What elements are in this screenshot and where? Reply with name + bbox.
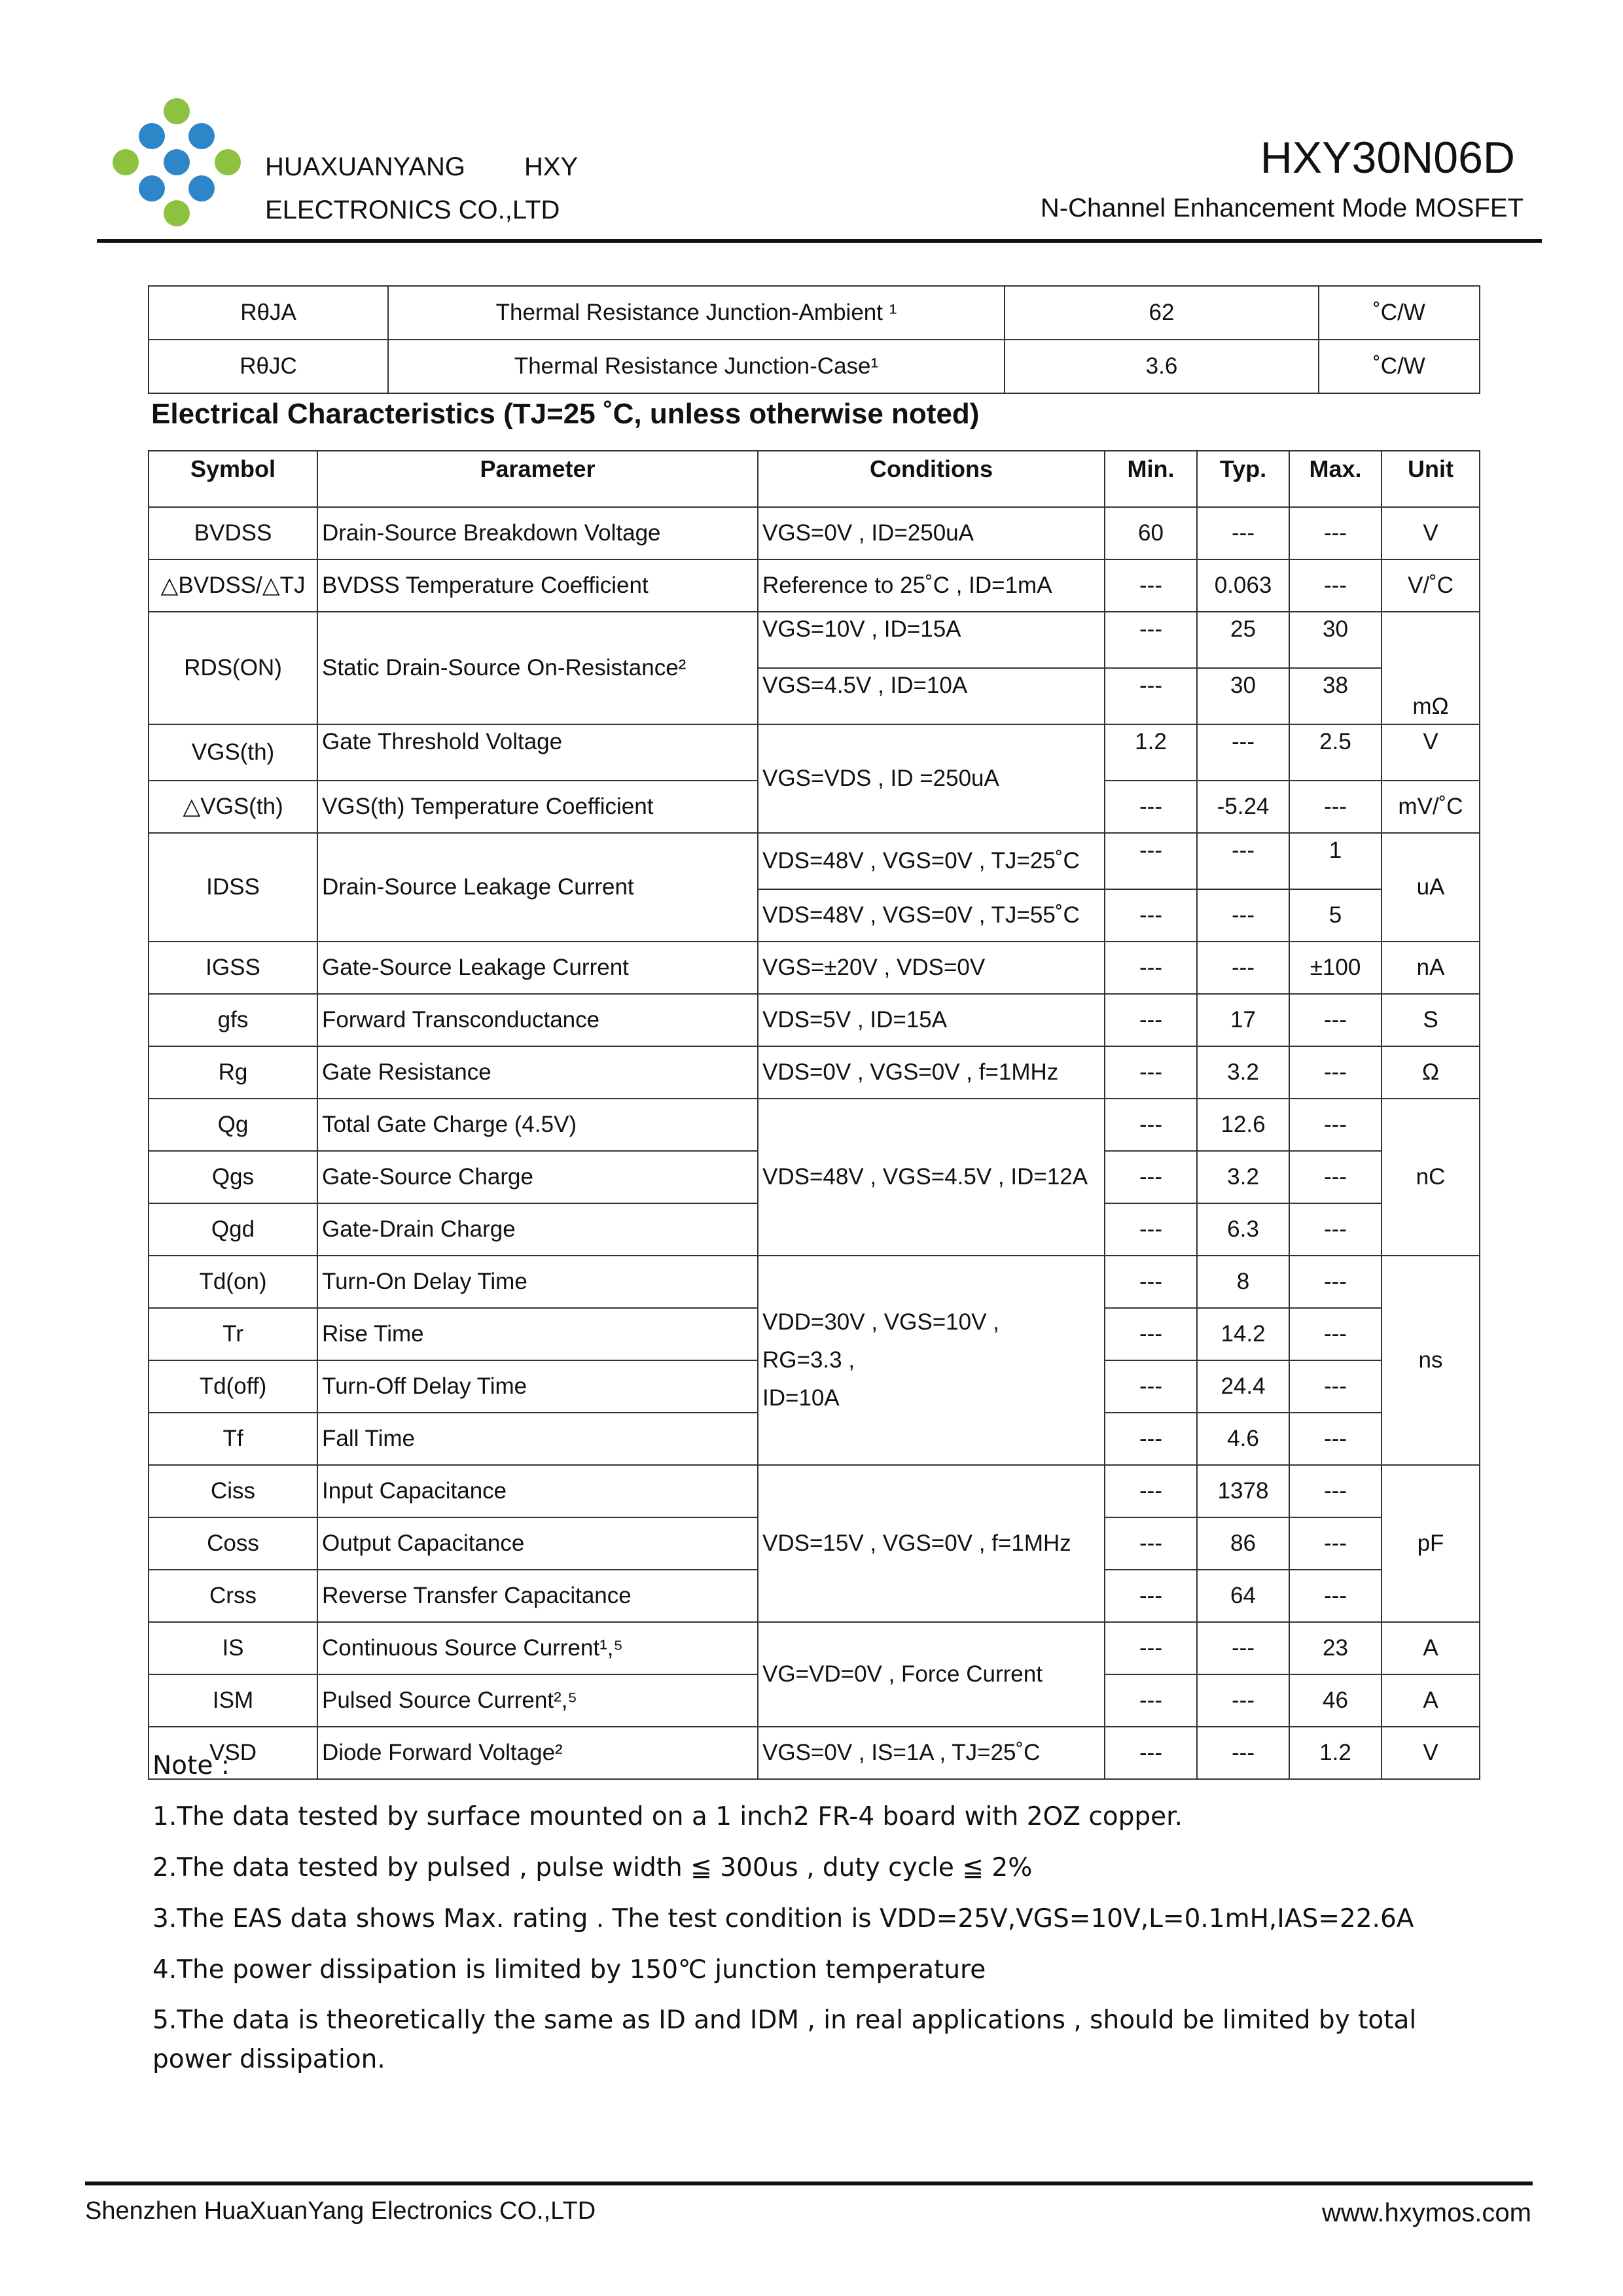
symbol-cell: IS bbox=[149, 1622, 317, 1674]
typ-cell: 3.2 bbox=[1197, 1046, 1289, 1099]
min-cell: --- bbox=[1105, 1413, 1197, 1465]
min-cell: 60 bbox=[1105, 507, 1197, 559]
col-max: Max. bbox=[1289, 451, 1382, 507]
table-row bbox=[149, 559, 1480, 612]
thermal-symbol: RθJC bbox=[149, 340, 388, 393]
max-cell: 30 bbox=[1289, 612, 1382, 668]
typ-cell: --- bbox=[1197, 1727, 1289, 1779]
company-name bbox=[265, 145, 578, 232]
footer-website: www.hxymos.com bbox=[1321, 2199, 1531, 2227]
logo-dot bbox=[164, 149, 190, 175]
max-cell: --- bbox=[1289, 994, 1382, 1046]
conditions-cell: VGS=4.5V , ID=10A bbox=[758, 668, 1105, 724]
thermal-symbol: RθJA bbox=[149, 286, 388, 340]
typ-cell: --- bbox=[1197, 724, 1289, 781]
table-row bbox=[149, 507, 1480, 559]
unit-cell: mV/˚C bbox=[1382, 781, 1480, 833]
logo-dot bbox=[139, 175, 165, 202]
symbol-cell: △BVDSS/△TJ bbox=[149, 559, 317, 612]
conditions-cell: VGS=0V , ID=250uA bbox=[758, 507, 1105, 559]
conditions-cell: VGS=10V , ID=15A bbox=[758, 612, 1105, 668]
note-item: 5.The data is theoretically the same as ID and IDM , in real applications , should be limited by total power dissipation. bbox=[152, 2005, 1417, 2074]
typ-cell: 1378 bbox=[1197, 1465, 1289, 1517]
max-cell: --- bbox=[1289, 1570, 1382, 1622]
unit-cell: V/˚C bbox=[1382, 559, 1480, 612]
unit-cell: V bbox=[1382, 507, 1480, 559]
parameter-cell: Gate-Source Charge bbox=[317, 1151, 758, 1203]
logo-dot bbox=[164, 98, 190, 124]
symbol-cell: Tr bbox=[149, 1308, 317, 1360]
thermal-parameter: Thermal Resistance Junction-Ambient ¹ bbox=[388, 286, 1005, 340]
parameter-cell: BVDSS Temperature Coefficient bbox=[317, 559, 758, 612]
max-cell: --- bbox=[1289, 1256, 1382, 1308]
symbol-cell: Rg bbox=[149, 1046, 317, 1099]
min-cell: --- bbox=[1105, 1256, 1197, 1308]
note-item: 4.The power dissipation is limited by 150℃ junction temperature bbox=[152, 1955, 986, 1985]
conditions-line: RG=3.3 , bbox=[762, 1347, 855, 1373]
max-cell: --- bbox=[1289, 1465, 1382, 1517]
symbol-cell: Tf bbox=[149, 1413, 317, 1465]
conditions-cell bbox=[758, 1256, 1105, 1465]
company-line2: ELECTRONICS CO.,LTD bbox=[265, 196, 560, 224]
col-typ: Typ. bbox=[1197, 451, 1289, 507]
typ-cell: 64 bbox=[1197, 1570, 1289, 1622]
col-parameter: Parameter bbox=[317, 451, 758, 507]
min-cell: --- bbox=[1105, 942, 1197, 994]
symbol-cell: RDS(ON) bbox=[149, 612, 317, 724]
thermal-unit: ˚C/W bbox=[1319, 286, 1480, 340]
typ-cell: -5.24 bbox=[1197, 781, 1289, 833]
electrical-characteristics-table bbox=[148, 450, 1480, 1780]
unit-cell: V bbox=[1382, 724, 1480, 781]
conditions-cell: VDS=48V , VGS=0V , TJ=25˚C bbox=[758, 833, 1105, 889]
thermal-parameter: Thermal Resistance Junction-Case¹ bbox=[388, 340, 1005, 393]
max-cell: 1 bbox=[1289, 833, 1382, 889]
typ-cell: 14.2 bbox=[1197, 1308, 1289, 1360]
typ-cell: 12.6 bbox=[1197, 1099, 1289, 1151]
typ-cell: 25 bbox=[1197, 612, 1289, 668]
min-cell: --- bbox=[1105, 1203, 1197, 1256]
max-cell: --- bbox=[1289, 507, 1382, 559]
min-cell: --- bbox=[1105, 833, 1197, 889]
logo-dot bbox=[188, 175, 215, 202]
conditions-cell: VDS=5V , ID=15A bbox=[758, 994, 1105, 1046]
conditions-cell: VDS=15V , VGS=0V , f=1MHz bbox=[758, 1465, 1105, 1622]
parameter-cell: VGS(th) Temperature Coefficient bbox=[317, 781, 758, 833]
unit-cell: ns bbox=[1382, 1256, 1480, 1465]
symbol-cell: Qgs bbox=[149, 1151, 317, 1203]
unit-cell: nA bbox=[1382, 942, 1480, 994]
col-unit: Unit bbox=[1382, 451, 1480, 507]
logo-dot bbox=[188, 123, 215, 149]
min-cell: --- bbox=[1105, 612, 1197, 668]
unit-cell: mΩ bbox=[1382, 612, 1480, 724]
parameter-cell: Fall Time bbox=[317, 1413, 758, 1465]
symbol-cell: BVDSS bbox=[149, 507, 317, 559]
min-cell: --- bbox=[1105, 1727, 1197, 1779]
max-cell: ±100 bbox=[1289, 942, 1382, 994]
symbol-cell: Coss bbox=[149, 1517, 317, 1570]
note-item: 1.The data tested by surface mounted on a 1 inch2 FR-4 board with 2OZ copper. bbox=[152, 1802, 1183, 1831]
typ-cell: --- bbox=[1197, 889, 1289, 942]
max-cell: 5 bbox=[1289, 889, 1382, 942]
conditions-cell: VG=VD=0V , Force Current bbox=[758, 1622, 1105, 1727]
table-header bbox=[149, 451, 1480, 507]
min-cell: 1.2 bbox=[1105, 724, 1197, 781]
symbol-cell: Td(on) bbox=[149, 1256, 317, 1308]
company-short: HXY bbox=[524, 152, 579, 181]
parameter-cell: Gate Resistance bbox=[317, 1046, 758, 1099]
company-line1: HUAXUANYANG bbox=[265, 152, 465, 181]
min-cell: --- bbox=[1105, 1151, 1197, 1203]
min-cell: --- bbox=[1105, 1622, 1197, 1674]
min-cell: --- bbox=[1105, 668, 1197, 724]
unit-cell: A bbox=[1382, 1674, 1480, 1727]
min-cell: --- bbox=[1105, 1517, 1197, 1570]
unit-cell: S bbox=[1382, 994, 1480, 1046]
table-row bbox=[149, 612, 1480, 668]
symbol-cell: Crss bbox=[149, 1570, 317, 1622]
parameter-cell: Turn-On Delay Time bbox=[317, 1256, 758, 1308]
typ-cell: 24.4 bbox=[1197, 1360, 1289, 1413]
max-cell: --- bbox=[1289, 559, 1382, 612]
min-cell: --- bbox=[1105, 1674, 1197, 1727]
table-row bbox=[149, 1256, 1480, 1308]
parameter-cell: Reverse Transfer Capacitance bbox=[317, 1570, 758, 1622]
typ-cell: --- bbox=[1197, 507, 1289, 559]
symbol-cell: VGS(th) bbox=[149, 724, 317, 781]
parameter-cell: Pulsed Source Current²,⁵ bbox=[317, 1674, 758, 1727]
max-cell: 1.2 bbox=[1289, 1727, 1382, 1779]
note-item: 3.The EAS data shows Max. rating . The test condition is VDD=25V,VGS=10V,L=0.1mH,IAS=22.6A bbox=[152, 1904, 1414, 1934]
max-cell: 2.5 bbox=[1289, 724, 1382, 781]
max-cell: --- bbox=[1289, 1203, 1382, 1256]
symbol-cell: Ciss bbox=[149, 1465, 317, 1517]
header-rule bbox=[97, 239, 1542, 243]
max-cell: --- bbox=[1289, 1360, 1382, 1413]
max-cell: 46 bbox=[1289, 1674, 1382, 1727]
conditions-cell: VDS=48V , VGS=4.5V , ID=12A bbox=[758, 1099, 1105, 1256]
conditions-line: VDD=30V , VGS=10V , bbox=[762, 1309, 999, 1335]
unit-cell: nC bbox=[1382, 1099, 1480, 1256]
parameter-cell: Rise Time bbox=[317, 1308, 758, 1360]
note-item: 2.The data tested by pulsed , pulse width ≦ 300us , duty cycle ≦ 2% bbox=[152, 1853, 1033, 1882]
typ-cell: --- bbox=[1197, 1674, 1289, 1727]
typ-cell: 0.063 bbox=[1197, 559, 1289, 612]
unit-cell: V bbox=[1382, 1727, 1480, 1779]
symbol-cell: Qgd bbox=[149, 1203, 317, 1256]
conditions-cell: VGS=VDS , ID =250uA bbox=[758, 724, 1105, 833]
typ-cell: --- bbox=[1197, 1622, 1289, 1674]
table-row bbox=[149, 1465, 1480, 1517]
thermal-table bbox=[148, 285, 1480, 394]
symbol-cell: IDSS bbox=[149, 833, 317, 942]
parameter-cell: Drain-Source Breakdown Voltage bbox=[317, 507, 758, 559]
section-title: Electrical Characteristics (TJ=25 ˚C, unless otherwise noted) bbox=[151, 398, 980, 430]
device-subtitle: N-Channel Enhancement Mode MOSFET bbox=[1040, 194, 1524, 222]
max-cell: --- bbox=[1289, 1099, 1382, 1151]
unit-cell: Ω bbox=[1382, 1046, 1480, 1099]
min-cell: --- bbox=[1105, 559, 1197, 612]
parameter-cell: Continuous Source Current¹,⁵ bbox=[317, 1622, 758, 1674]
unit-cell: uA bbox=[1382, 833, 1480, 942]
unit-cell: pF bbox=[1382, 1465, 1480, 1622]
min-cell: --- bbox=[1105, 1308, 1197, 1360]
symbol-cell: IGSS bbox=[149, 942, 317, 994]
col-min: Min. bbox=[1105, 451, 1197, 507]
typ-cell: --- bbox=[1197, 942, 1289, 994]
max-cell: 38 bbox=[1289, 668, 1382, 724]
logo-dot bbox=[139, 123, 165, 149]
col-conditions: Conditions bbox=[758, 451, 1105, 507]
conditions-line: ID=10A bbox=[762, 1385, 840, 1411]
typ-cell: 86 bbox=[1197, 1517, 1289, 1570]
typ-cell: 30 bbox=[1197, 668, 1289, 724]
unit-cell: A bbox=[1382, 1622, 1480, 1674]
parameter-cell: Static Drain-Source On-Resistance² bbox=[317, 612, 758, 724]
parameter-cell: Gate-Drain Charge bbox=[317, 1203, 758, 1256]
parameter-cell: Total Gate Charge (4.5V) bbox=[317, 1099, 758, 1151]
notes-title: Note : bbox=[152, 1751, 230, 1780]
symbol-cell: Td(off) bbox=[149, 1360, 317, 1413]
table-row bbox=[149, 994, 1480, 1046]
max-cell: --- bbox=[1289, 781, 1382, 833]
conditions-cell: VDS=0V , VGS=0V , f=1MHz bbox=[758, 1046, 1105, 1099]
min-cell: --- bbox=[1105, 1360, 1197, 1413]
parameter-cell: Forward Transconductance bbox=[317, 994, 758, 1046]
conditions-cell: VDS=48V , VGS=0V , TJ=55˚C bbox=[758, 889, 1105, 942]
company-logo bbox=[111, 97, 242, 228]
typ-cell: 6.3 bbox=[1197, 1203, 1289, 1256]
max-cell: --- bbox=[1289, 1308, 1382, 1360]
table-row bbox=[149, 1622, 1480, 1674]
typ-cell: 4.6 bbox=[1197, 1413, 1289, 1465]
max-cell: --- bbox=[1289, 1517, 1382, 1570]
parameter-cell: Turn-Off Delay Time bbox=[317, 1360, 758, 1413]
symbol-cell: VSD bbox=[149, 1727, 317, 1779]
col-symbol: Symbol bbox=[149, 451, 317, 507]
thermal-value: 3.6 bbox=[1005, 340, 1319, 393]
min-cell: --- bbox=[1105, 889, 1197, 942]
table-row bbox=[149, 286, 1480, 340]
max-cell: 23 bbox=[1289, 1622, 1382, 1674]
parameter-cell: Output Capacitance bbox=[317, 1517, 758, 1570]
logo-dot bbox=[113, 149, 139, 175]
parameter-cell: Gate-Source Leakage Current bbox=[317, 942, 758, 994]
table-row bbox=[149, 724, 1480, 781]
logo-dot bbox=[164, 200, 190, 226]
parameter-cell: Gate Threshold Voltage bbox=[317, 724, 758, 781]
max-cell: --- bbox=[1289, 1413, 1382, 1465]
symbol-cell: ISM bbox=[149, 1674, 317, 1727]
typ-cell: 17 bbox=[1197, 994, 1289, 1046]
part-number: HXY30N06D bbox=[1260, 133, 1515, 183]
parameter-cell: Input Capacitance bbox=[317, 1465, 758, 1517]
logo-dot bbox=[215, 149, 241, 175]
typ-cell: 3.2 bbox=[1197, 1151, 1289, 1203]
footer-rule bbox=[85, 2181, 1533, 2185]
min-cell: --- bbox=[1105, 781, 1197, 833]
min-cell: --- bbox=[1105, 1465, 1197, 1517]
table-row bbox=[149, 833, 1480, 889]
conditions-cell: VGS=±20V , VDS=0V bbox=[758, 942, 1105, 994]
typ-cell: --- bbox=[1197, 833, 1289, 889]
table-row bbox=[149, 1099, 1480, 1151]
parameter-cell: Diode Forward Voltage² bbox=[317, 1727, 758, 1779]
symbol-cell: △VGS(th) bbox=[149, 781, 317, 833]
conditions-cell: VGS=0V , IS=1A , TJ=25˚C bbox=[758, 1727, 1105, 1779]
table-row bbox=[149, 942, 1480, 994]
footer-company: Shenzhen HuaXuanYang Electronics CO.,LTD bbox=[85, 2197, 596, 2225]
min-cell: --- bbox=[1105, 1099, 1197, 1151]
notes-section bbox=[152, 1740, 1488, 2079]
parameter-cell: Drain-Source Leakage Current bbox=[317, 833, 758, 942]
min-cell: --- bbox=[1105, 994, 1197, 1046]
table-row bbox=[149, 340, 1480, 393]
table-row bbox=[149, 1046, 1480, 1099]
thermal-unit: ˚C/W bbox=[1319, 340, 1480, 393]
symbol-cell: gfs bbox=[149, 994, 317, 1046]
max-cell: --- bbox=[1289, 1046, 1382, 1099]
min-cell: --- bbox=[1105, 1570, 1197, 1622]
max-cell: --- bbox=[1289, 1151, 1382, 1203]
typ-cell: 8 bbox=[1197, 1256, 1289, 1308]
min-cell: --- bbox=[1105, 1046, 1197, 1099]
conditions-cell: Reference to 25˚C , ID=1mA bbox=[758, 559, 1105, 612]
symbol-cell: Qg bbox=[149, 1099, 317, 1151]
thermal-value: 62 bbox=[1005, 286, 1319, 340]
